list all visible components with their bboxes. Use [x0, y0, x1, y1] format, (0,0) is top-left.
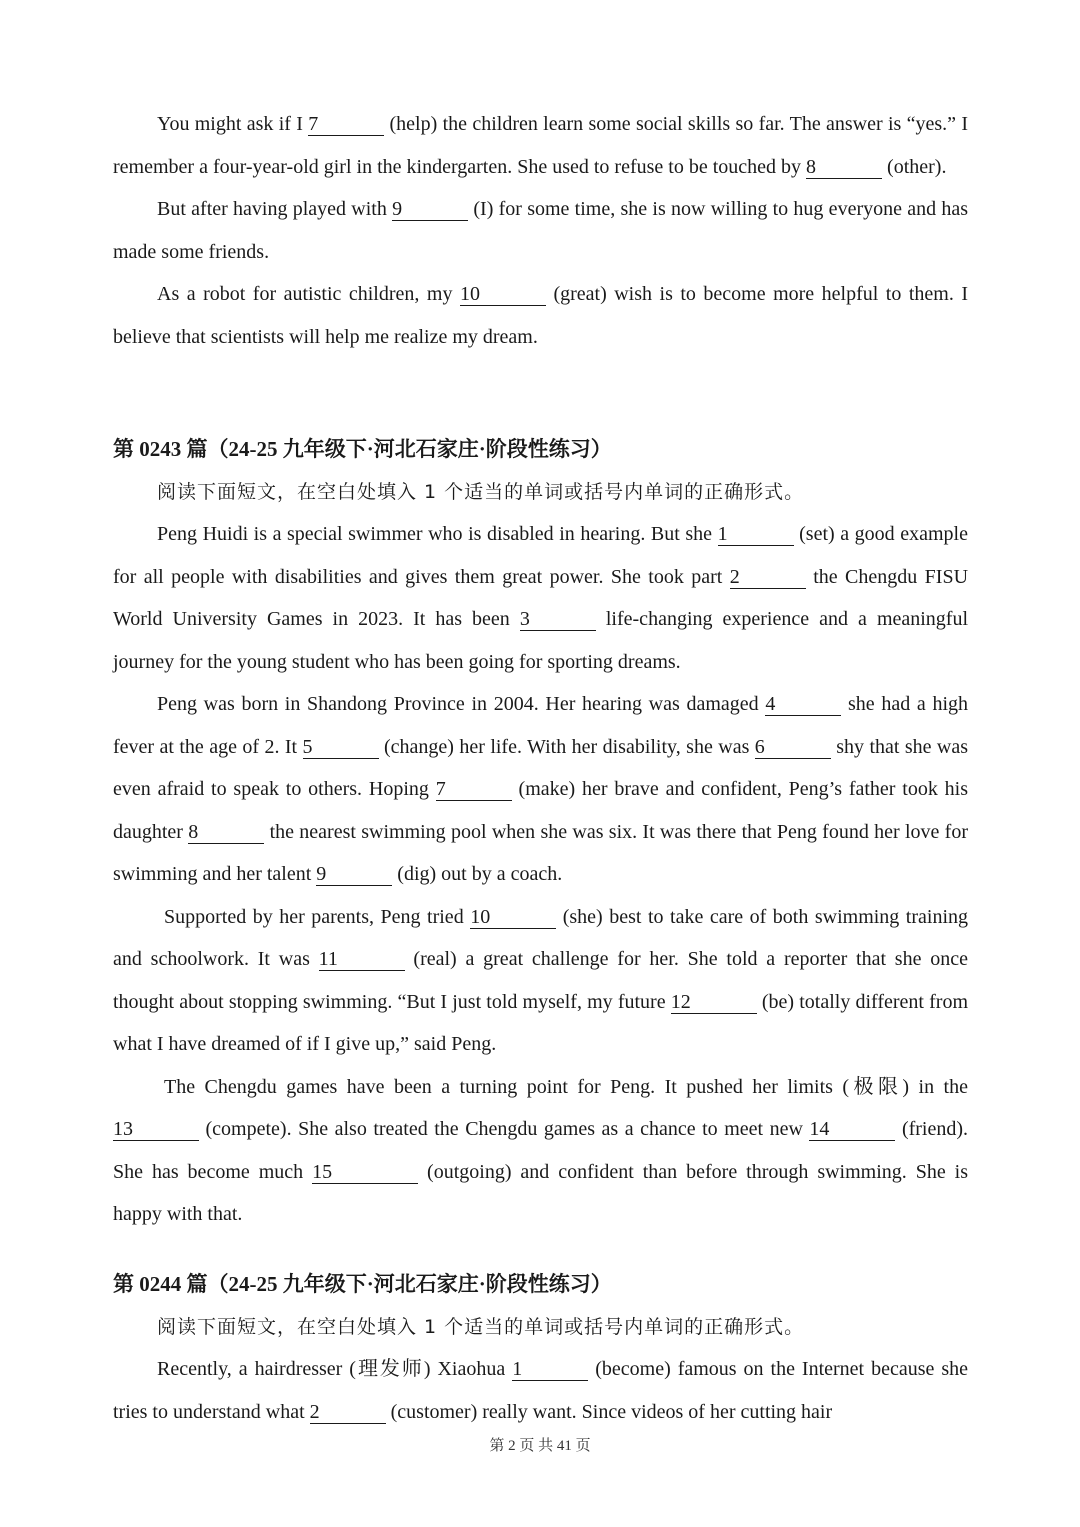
answer-blank[interactable]: 7 — [436, 778, 512, 801]
answer-blank[interactable]: 11 — [319, 948, 405, 971]
instruction-text: 阅读下面短文，在空白处填入 1 个适当的单词或括号内单词的正确形式。 — [157, 480, 805, 503]
answer-blank[interactable]: 6 — [755, 736, 831, 759]
answer-blank[interactable]: 12 — [671, 991, 757, 1014]
paragraph: Recently, a hairdresser (理发师) Xiaohua 1 (become) famous on the Internet because she tries to understand what 2 (customer) really want. Since videos of her cutting hair — [113, 1358, 969, 1423]
answer-blank[interactable]: 10 — [460, 283, 546, 306]
paragraph: You might ask if I 7 (help) the children learn some social skills so far. The answer is “yes.” I remember a four-year-old girl in the kindergarten. She used to refuse to be touched by 8 (other). — [113, 113, 968, 178]
answer-blank[interactable]: 8 — [188, 821, 264, 844]
instruction-text: 阅读下面短文，在空白处填入 1 个适当的单词或括号内单词的正确形式。 — [157, 1315, 805, 1338]
answer-blank[interactable]: 7 — [308, 113, 384, 136]
paragraph: Peng was born in Shandong Province in 2004. Her hearing was damaged 4 she had a high fever at the age of 2. It 5 (change) her life. With her disability, she was 6 shy that she was even afraid to speak to others. Hoping 7 (make) her brave and confident, Peng’s father took his daughter 8 the nearest swimming pool when she was six. It was there that Peng found her love for swimming and her talent 9 (dig) out by a coach. — [113, 693, 969, 885]
section-2 — [113, 428, 968, 1236]
answer-blank[interactable]: 9 — [392, 198, 468, 221]
section-1 — [113, 103, 968, 358]
answer-blank[interactable]: 1 — [512, 1358, 588, 1381]
answer-blank[interactable]: 8 — [806, 156, 882, 179]
answer-blank[interactable]: 10 — [470, 906, 556, 929]
section-3 — [113, 1263, 968, 1433]
answer-blank[interactable]: 2 — [730, 566, 806, 589]
answer-blank[interactable]: 15 — [312, 1161, 418, 1184]
answer-blank[interactable]: 2 — [310, 1401, 386, 1424]
answer-blank[interactable]: 3 — [520, 608, 596, 631]
answer-blank[interactable]: 9 — [316, 863, 392, 886]
answer-blank[interactable]: 13 — [113, 1118, 199, 1141]
passage-heading: 第 0243 篇（24-25 九年级下·河北石家庄·阶段性练习） — [113, 437, 612, 461]
answer-blank[interactable]: 1 — [718, 523, 794, 546]
paragraph: As a robot for autistic children, my 10 (great) wish is to become more helpful to them. I believe that scientists will help me realize my dream. — [113, 283, 969, 348]
paragraph: But after having played with 9 (I) for some time, she is now willing to hug everyone and has made some friends. — [113, 198, 969, 263]
answer-blank[interactable]: 4 — [765, 693, 841, 716]
answer-blank[interactable]: 5 — [303, 736, 379, 759]
paragraph: Supported by her parents, Peng tried 10 (she) best to take care of both swimming training and schoolwork. It was 11 (real) a great challenge for her. She told a reporter that she once thought about stopping swimming. “But I just told myself, my future 12 (be) totally different from what I have dreamed of if I give up,” said Peng. — [113, 905, 969, 1055]
page-number-footer: 第 2 页 共 41 页 — [489, 1438, 591, 1454]
paragraph: Peng Huidi is a special swimmer who is disabled in hearing. But she 1 (set) a good example for all people with disabilities and gives them great power. She took part 2 the Chengdu FISU World University Games in 2023. It has been 3 life-changing experience and a meaningful journey for the young student who has been going for sporting dreams. — [113, 523, 969, 673]
passage-heading: 第 0244 篇（24-25 九年级下·河北石家庄·阶段性练习） — [113, 1272, 612, 1296]
paragraph: The Chengdu games have been a turning point for Peng. It pushed her limits (极限) in the 13 (compete). She also treated the Chengdu games as a chance to meet new 14 (friend). She has become much 15 (outgoing) and confident than before through swimming. She is happy with that. — [113, 1075, 969, 1225]
answer-blank[interactable]: 14 — [809, 1118, 895, 1141]
